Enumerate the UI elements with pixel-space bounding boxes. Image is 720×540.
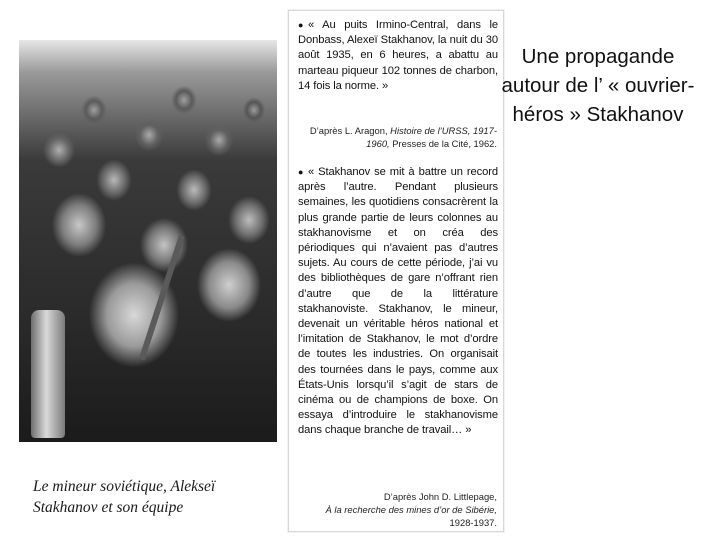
source-aragon-suffix: Presses de la Cité, 1962.: [392, 137, 497, 149]
photo-caption: Le mineur soviétique, Alekseï Stakhanov et son équipe: [33, 478, 216, 516]
quote-aragon-text: « Au puits Irmino-Central, dans le Donbass, Alexeï Stakhanov, la nuit du 30 août 1935, en 6 heures, a abattu au marteau piqueur 102 tonnes de charbon, 14 fois la norme. »: [298, 19, 498, 92]
quote-aragon: [298, 18, 498, 94]
source-aragon: [297, 125, 497, 151]
slide-title: Une propagande autour de l’ « ouvrier-héros » Stakhanov: [501, 45, 695, 126]
source-littlepage-title: À la recherche des mines d’or de Sibérie,: [325, 503, 497, 515]
source-littlepage-prefix: D’après John D. Littlepage,: [383, 491, 497, 502]
source-aragon-title: Histoire de l’URSS, 1917-1960,: [366, 125, 497, 149]
pneumatic-drill-shape: [31, 310, 65, 438]
source-littlepage: [297, 491, 497, 529]
document-text-column: [288, 10, 504, 532]
bullet-icon: ●: [298, 167, 304, 177]
stakhanov-team-photo: [19, 40, 277, 442]
quote-littlepage-text: « Stakhanov se mit à battre un record après l’autre. Pendant plusieurs semaines, les quotidiens consacrèrent la plus grande partie de leurs colonnes au stakhanovisme et on créa des périodiques qui n’avaient pas d’autres sujets. Au cours de cette période, j’ai vu des bibliothèques de gare n’offrant rien d’autre que de la littérature stakhanoviste. Stakhanov, le mineur, devenait un véritable héros national et l’imitation de Stakhanov, le mot d’ordre de toutes les industries. On organisait des tournées dans le pays, comme aux États-Unis lorsqu’il s’agit de stars de cinéma ou de champions de boxe. On essaya d’introduire le stakhanovisme dans chaque branche de travail… »: [298, 166, 498, 437]
bullet-icon: ●: [298, 20, 304, 30]
source-littlepage-suffix: 1928-1937.: [449, 516, 497, 528]
drill-bit-shape: [139, 235, 185, 360]
source-aragon-prefix: D’après L. Aragon,: [309, 125, 388, 136]
quote-littlepage: [298, 165, 498, 439]
